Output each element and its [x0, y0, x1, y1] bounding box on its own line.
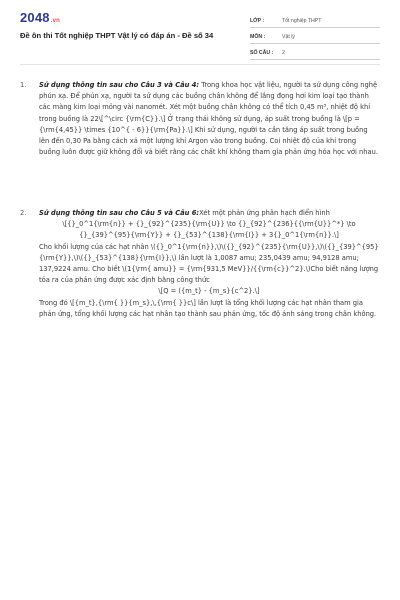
document-title: Đề ôn thi Tốt nghiệp THPT Vật lý có đáp án - Đề số 34: [20, 31, 214, 40]
question-lead: Sử dụng thông tin sau cho Câu 5 và Câu 6:: [39, 209, 200, 217]
question-lead: Sử dụng thông tin sau cho Câu 3 và Câu 4:: [39, 81, 200, 89]
meta-label: SỐ CÂU :: [250, 50, 274, 56]
question-content: Trong khoa học vật liệu, người ta sử dụng công nghệ phún xạ. Để phún xạ, người ta sử dụng các buồng chân không để lắng đọng hơi kim loại tạo thành các màng kim loại mỏng vài nanomét. Xét một buồng chân không có thể tích 0,45 m³, nhiệt độ khí trong buồng là 22\[^\circ {\rm{C}}.\] Ở trạng thái không sử dụng, áp suất trong buồng là \[p = {\rm{4,45}} \times {10^{ - 6}}{\rm{Pa}}.\] Khi sử dụng, người ta cần tăng áp suất trong buồng lên đến 0,30 Pa bằng cách xả một lượng khí Argon vào trong buồng. Coi nhiệt độ của khí trong buồng luôn được giữ không đổi và biết rằng các chất khí không tham gia phản ứng hóa học với nhau.: [39, 81, 378, 157]
question-paragraph: Cho khối lượng của các hạt nhân \({}_0^1{\rm{n}},\)\({}_{92}^{235}{\rm{U}},\)\({}_{39}^{95}{\rm{Y}},\)\({}_{53}^{138}{\rm{I}},\) lần lượt là 1,0087 amu; 235,0439 amu; 94,9128 amu; 137,9224 amu. Cho biết \(1{\rm{ amu}} = {\rm{931,5 MeV}}/{{\rm{c}}^2}.\)Cho biết năng lượng tỏa ra của phản ứng được xác định bằng công thức: [39, 242, 379, 285]
meta-label: MÔN :: [250, 34, 266, 40]
question-text: [39, 80, 379, 158]
meta-row-count: [250, 44, 380, 60]
question-body: [39, 80, 379, 158]
meta-row-class: [250, 12, 380, 28]
meta-value: Vật lý: [282, 34, 295, 40]
question-1: [20, 80, 380, 158]
question-text: [39, 208, 379, 219]
logo-main: 2048: [20, 10, 50, 25]
question-number: 2.: [20, 209, 27, 217]
header-divider: [20, 64, 380, 65]
meta-row-subject: [250, 28, 380, 44]
energy-formula: \[Q = ({m_t} - {m_s}{c^2}.\]: [158, 287, 260, 296]
question-2: [20, 208, 380, 320]
question-paragraph: Trong đó \[{m_t},{\rm{ }}{m_s},\,{\rm{ }}c\] lần lượt là tổng khối lượng các hạt nhân tham gia phản ứng, tổng khối lượng các hạt nhân tạo thành sau phản ứng, tốc độ ánh sáng trong chân không.: [39, 298, 377, 318]
meta-info: [250, 12, 380, 60]
question-content: Xét một phản ứng phân hạch điển hình: [199, 209, 330, 217]
logo-domain: .vn: [50, 18, 61, 24]
meta-value: 2: [282, 50, 285, 56]
reaction-formula: \[{}_0^1{\rm{n}} + {}_{92}^{235}{\rm{U}} \to {}_{92}^{236}{{\rm{U}}^*} \to {}_{39}^{95}{\rm{Y}} + {}_{53}^{138}{\rm{I}} + 3{}_0^1{\rm{n}}.\]: [62, 220, 356, 240]
question-body: [39, 208, 379, 320]
meta-value: Tốt nghiệp THPT: [282, 18, 322, 24]
question-number: 1.: [20, 81, 27, 89]
header: [0, 0, 400, 62]
meta-label: LỚP :: [250, 18, 265, 24]
site-logo[interactable]: [20, 10, 60, 25]
